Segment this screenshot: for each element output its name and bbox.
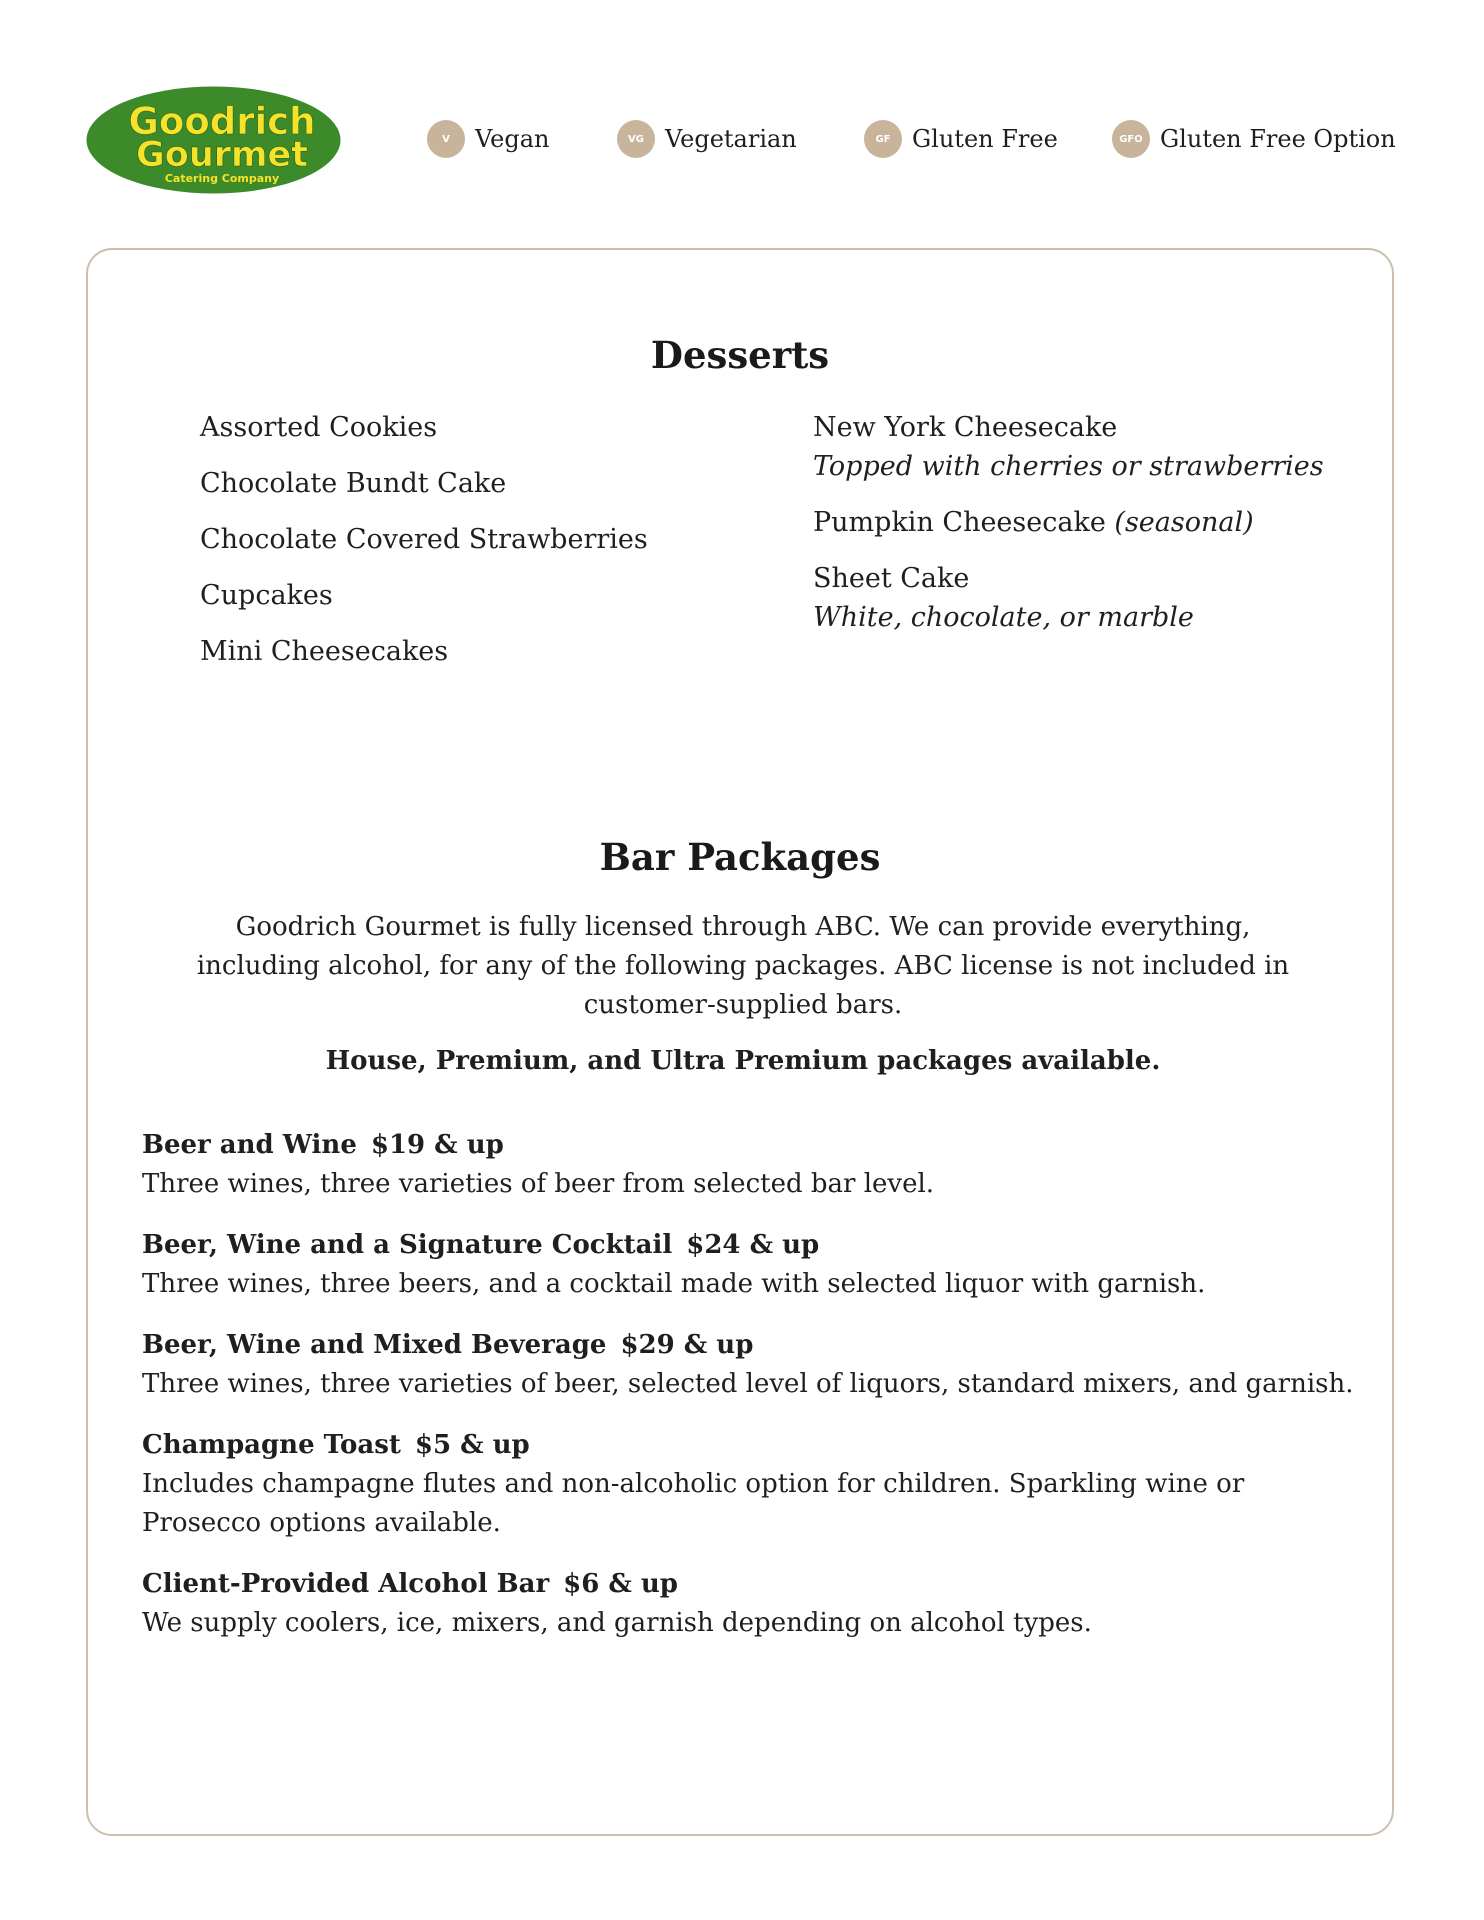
package-name: Beer, Wine and a Signature Cocktail (142, 1230, 673, 1260)
dessert-note: Topped with cherries or strawberries (813, 451, 1324, 482)
package-heading (142, 1426, 1357, 1465)
package-description: Three wines, three varieties of beer, selected level of liquors, standard mixers, and garnish. (142, 1369, 1354, 1399)
legend-vegetarian (617, 119, 797, 159)
package-heading (142, 1326, 1357, 1365)
package-name: Beer and Wine (142, 1130, 357, 1160)
bar-package (142, 1426, 1357, 1543)
goodrich-gourmet-logo (86, 86, 341, 194)
bar-highlight-text: House, Premium, and Ultra Premium packages available. (325, 1046, 1161, 1076)
desserts-title: Desserts (650, 333, 830, 377)
dessert-item: Chocolate Covered Strawberries (200, 524, 648, 555)
legend-vegan (427, 119, 549, 159)
gluten-free-badge-icon: GF (864, 120, 902, 158)
package-description: Three wines, three varieties of beer from selected bar level. (142, 1169, 935, 1199)
legend-label: Gluten Free (912, 125, 1058, 153)
dessert-name: Pumpkin Cheesecake (813, 507, 1106, 538)
bar-package (142, 1126, 1357, 1204)
dessert-item (813, 503, 1373, 542)
dessert-item: Chocolate Bundt Cake (200, 468, 507, 499)
package-heading (142, 1126, 1357, 1165)
desserts-right-column (813, 408, 1373, 654)
package-description: Three wines, three beers, and a cocktail made with selected liquor with garnish. (142, 1269, 1206, 1299)
package-heading (142, 1565, 1357, 1604)
gluten-free-option-badge-icon: GFO (1112, 120, 1150, 158)
legend-gluten-free (864, 119, 1058, 159)
legend-label: Vegetarian (665, 125, 797, 153)
bar-packages-title: Bar Packages (599, 835, 881, 879)
logo-name-line2: Gourmet (136, 135, 308, 175)
dessert-name: Sheet Cake (813, 563, 970, 594)
legend-label: Vegan (475, 125, 550, 153)
package-description: Includes champagne flutes and non-alcoholic option for children. Sparkling wine or Prosecco options available. (142, 1469, 1245, 1538)
dessert-item (813, 559, 1373, 637)
package-price: $6 & up (563, 1569, 678, 1599)
package-price: $19 & up (370, 1130, 504, 1160)
menu-card (86, 248, 1394, 1836)
package-heading (142, 1226, 1357, 1265)
package-description: We supply coolers, ice, mixers, and garnish depending on alcohol types. (142, 1608, 1092, 1638)
package-price: $24 & up (686, 1230, 820, 1260)
bar-package-list (142, 1126, 1357, 1665)
bar-intro-text: Goodrich Gourmet is fully licensed through ABC. We can provide everything, including alcohol, for any of the following packages. ABC license is not included in customer-supplied bars. (196, 912, 1290, 1020)
dessert-item: Assorted Cookies (200, 412, 438, 443)
vegan-badge-icon: V (427, 120, 465, 158)
bar-package (142, 1326, 1357, 1404)
dessert-item (813, 408, 1373, 486)
package-name: Client-Provided Alcohol Bar (142, 1569, 550, 1599)
logo-tagline: Catering Company (164, 172, 280, 185)
vegetarian-badge-icon: VG (617, 120, 655, 158)
legend-label: Gluten Free Option (1160, 125, 1396, 153)
bar-package (142, 1226, 1357, 1304)
desserts-left-column (200, 408, 760, 688)
bar-package (142, 1565, 1357, 1643)
logo-name-line1: Goodrich (128, 100, 316, 143)
legend-gluten-free-option (1112, 119, 1396, 159)
dessert-note: White, chocolate, or marble (813, 602, 1194, 633)
dessert-item: Mini Cheesecakes (200, 636, 449, 667)
package-name: Beer, Wine and Mixed Beverage (142, 1330, 607, 1360)
dessert-name: New York Cheesecake (813, 412, 1118, 443)
dessert-item: Cupcakes (200, 580, 333, 611)
package-name: Champagne Toast (142, 1430, 401, 1460)
package-price: $5 & up (414, 1430, 530, 1460)
package-price: $29 & up (620, 1330, 754, 1360)
dessert-seasonal-tag: (seasonal) (1114, 507, 1254, 538)
